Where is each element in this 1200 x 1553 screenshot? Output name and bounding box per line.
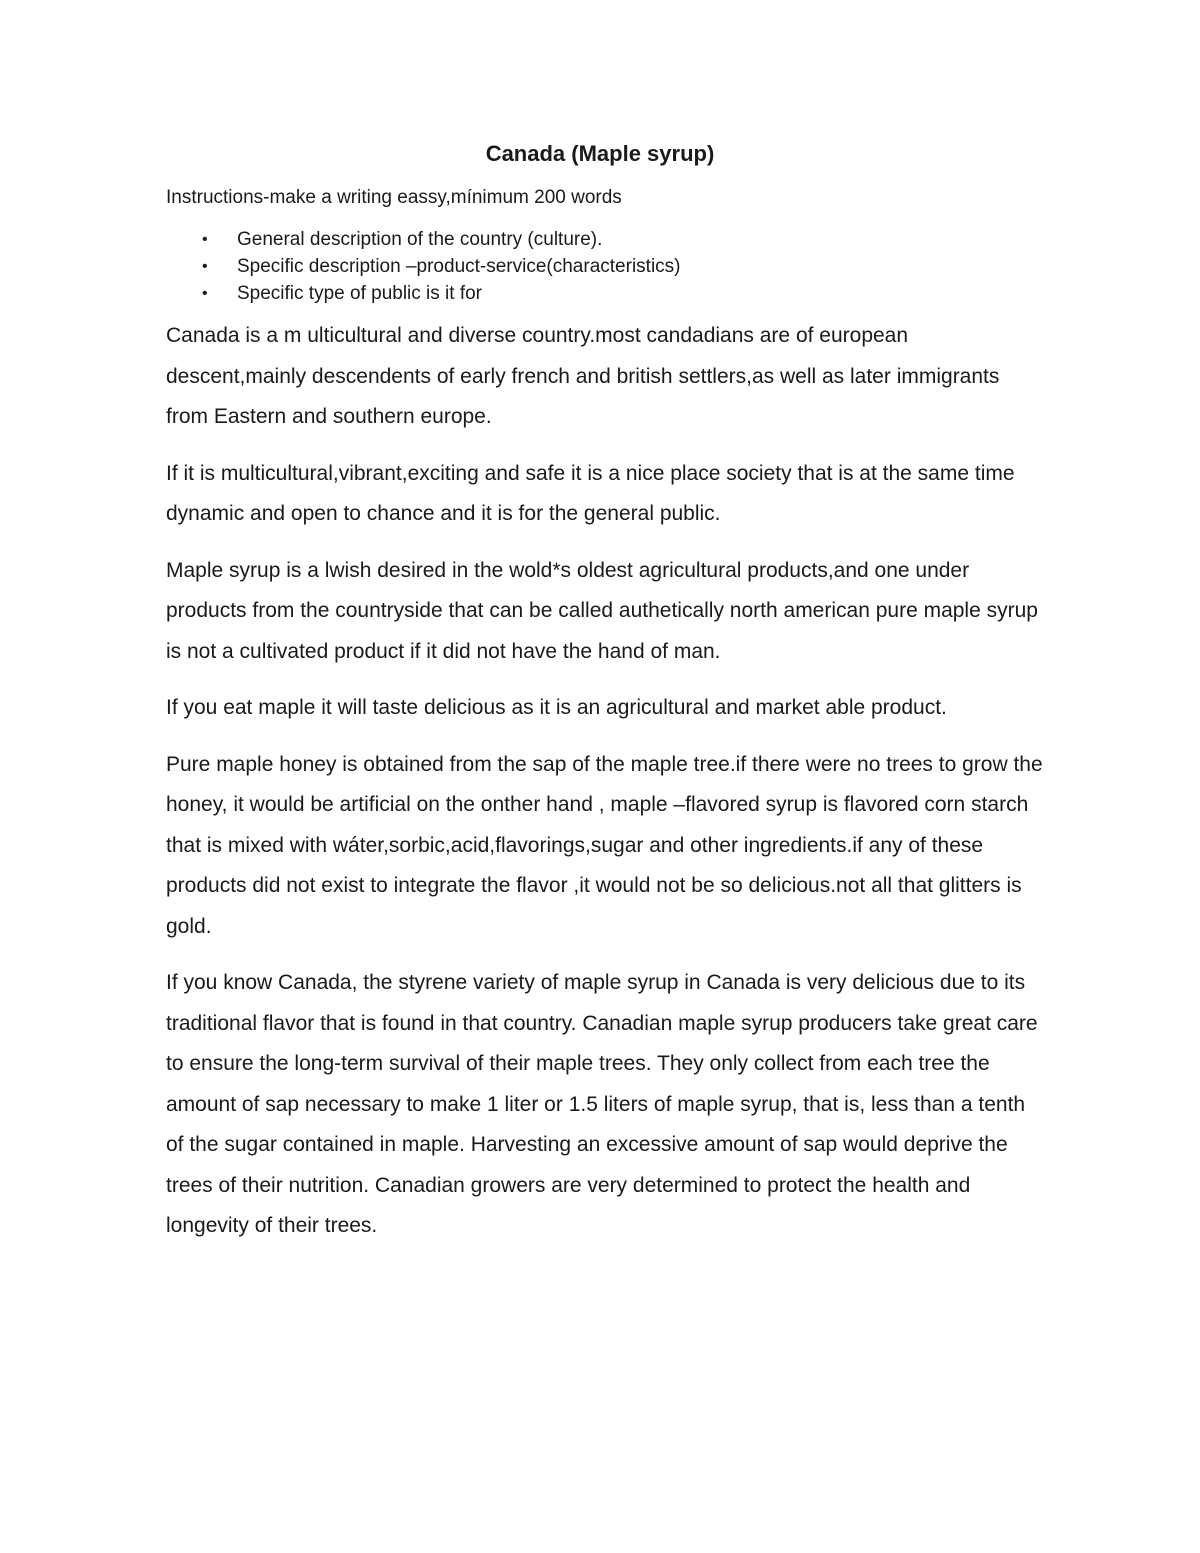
bullet-icon: • — [202, 231, 208, 248]
essay-body — [166, 316, 1046, 1263]
bullet-icon: • — [202, 285, 208, 302]
paragraph-product: Maple syrup is a lwish desired in the wold*s oldest agricultural products,and one under products from the countryside that can be called authetically north american pure maple syrup is not a cultivated product if it did not have the hand of man. — [166, 558, 1038, 663]
requirements-list — [166, 228, 1046, 309]
list-item-text: Specific type of public is it for — [237, 283, 482, 304]
list-item — [166, 282, 1046, 309]
list-item-text: General description of the country (culture). — [237, 229, 603, 250]
list-item — [166, 228, 1046, 255]
instructions-line: Instructions-make a writing eassy,mínimum 200 words — [166, 187, 622, 208]
paragraph-taste: If you eat maple it will taste delicious as it is an agricultural and market able product. — [166, 696, 947, 719]
paragraph-sap: Pure maple honey is obtained from the sap of the maple tree.if there were no trees to grow the honey, it would be artificial on the onther hand , maple –flavored syrup is flavored corn starch that is mixed with wáter,sorbic,acid,flavorings,sugar and other ingredients.if any of these products did not exist to integrate the flavor ,it would not be so delicious.not all that glitters is gold. — [166, 752, 1043, 938]
bullet-icon: • — [202, 258, 208, 275]
paragraph-culture: Canada is a m ulticultural and diverse country.most candadians are of european descent,mainly descendents of early french and british settlers,as well as later immigrants from Eastern and southern europe. — [166, 324, 1000, 428]
document-title: Canada (Maple syrup) — [485, 141, 715, 166]
list-item — [166, 255, 1046, 282]
paragraph-producers: If you know Canada, the styrene variety of maple syrup in Canada is very delicious due to its traditional flavor that is found in that country. Canadian maple syrup producers take great care to ensure the long-term survival of their maple trees. They only collect from each tree the amount of sap necessary to make 1 liter or 1.5 liters of maple syrup, that is, less than a tenth of the sugar contained in maple. Harvesting an excessive amount of sap would deprive the trees of their nutrition. Canadian growers are very determined to protect the health and longevity of their trees. — [166, 971, 1038, 1237]
list-item-text: Specific description –product-service(characteristics) — [237, 256, 681, 277]
paragraph-public: If it is multicultural,vibrant,exciting and safe it is a nice place society that is at the same time dynamic and open to chance and it is for the general public. — [166, 461, 1015, 525]
